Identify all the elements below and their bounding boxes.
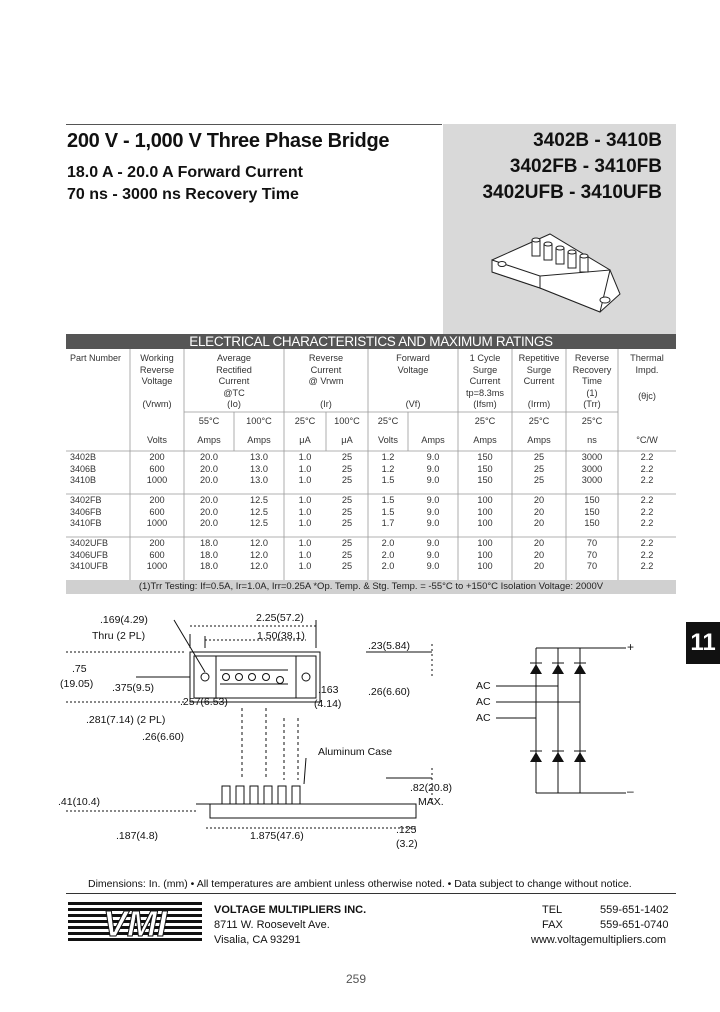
col-header-working-voltage: Working Reverse Voltage: [139, 353, 175, 386]
dim-height-top: .23(5.84): [368, 640, 411, 652]
dim-base-height: .41(10.4): [58, 796, 101, 808]
symbol-vf: (Vf): [405, 399, 421, 409]
temp-25c-irrm: 25°C: [528, 416, 550, 426]
unit-amps-100: Amps: [247, 435, 271, 445]
table-cell: 2.2: [640, 549, 654, 560]
dim-depth: .75: [72, 663, 87, 675]
temp-25c-ir: 25°C: [294, 416, 316, 426]
symbol-trr: (Trr): [583, 399, 601, 409]
table-cell: 1000: [146, 561, 168, 571]
table-cell: 1.0: [298, 518, 312, 528]
table-cell: 600: [149, 549, 165, 560]
table-cell: 1000: [146, 518, 168, 528]
table-cell: 20.0: [200, 495, 218, 505]
table-cell-part: 3406FB: [70, 506, 102, 517]
table-cell: 200: [149, 495, 165, 505]
unit-volts: Volts: [147, 435, 167, 445]
table-cell: 25: [341, 495, 353, 505]
unit-ua-100: μA: [341, 435, 353, 445]
table-cell: 150: [477, 452, 493, 462]
tel-number: 559-651-1402: [600, 904, 669, 916]
website: www.voltagemultipliers.com: [531, 934, 667, 946]
table-cell: 13.0: [250, 475, 268, 485]
table-cell: 20.0: [200, 463, 218, 474]
temp-25c-vf: 25°C: [377, 416, 399, 426]
table-cell: 100: [477, 538, 493, 548]
table-cell: 9.0: [426, 538, 440, 548]
table-cell: 1.0: [298, 475, 312, 485]
table-cell: 25: [341, 475, 353, 485]
footer-rule: [66, 893, 676, 894]
table-cell: 25: [341, 538, 353, 548]
dim-pin-spacing-mm: (4.14): [314, 698, 342, 710]
subtitle-current: 18.0 A - 20.0 A Forward Current: [67, 164, 303, 181]
table-cell: 2.2: [640, 475, 654, 485]
table-cell: 2.2: [640, 561, 654, 571]
table-cell: 150: [584, 518, 600, 528]
part-range-ufb: 3402UFB - 3410UFB: [482, 182, 662, 203]
dim-hole-thru: Thru (2 PL): [92, 630, 146, 642]
table-cell: 12.0: [250, 549, 268, 560]
company-logo: [68, 900, 202, 944]
dim-base-length: 1.875(47.6): [250, 830, 304, 842]
table-cell: 70: [586, 538, 598, 548]
table-cell: 1000: [146, 475, 168, 485]
characteristics-table: [66, 349, 676, 580]
table-cell: 1.2: [381, 463, 395, 474]
part-range-b: 3402B - 3410B: [533, 130, 662, 151]
table-cell: 13.0: [250, 452, 268, 462]
table-cell: 20: [533, 538, 545, 548]
page-number: 259: [346, 972, 367, 986]
table-cell: 2.2: [640, 518, 654, 528]
fax-label: FAX: [542, 919, 563, 931]
unit-amps-vf: Amps: [421, 435, 445, 445]
table-cell: 20.0: [200, 506, 218, 517]
table-cell-part: 3410FB: [70, 518, 102, 528]
table-cell: 9.0: [426, 452, 440, 462]
table-title: ELECTRICAL CHARACTERISTICS AND MAXIMUM RATINGS: [66, 334, 676, 349]
dim-pin-height: .26(6.60): [368, 686, 411, 698]
table-cell: 20: [533, 549, 545, 560]
table-cell: 3000: [581, 463, 603, 474]
table-cell: 1.0: [298, 561, 312, 571]
table-cell: 2.2: [640, 463, 654, 474]
table-cell-part: 3402FB: [70, 495, 102, 505]
table-cell: 25: [341, 549, 353, 560]
symbol-ir: (Ir): [320, 399, 332, 409]
table-cell: 25: [341, 506, 353, 517]
table-cell: 150: [477, 463, 493, 474]
table-cell: 25: [533, 452, 545, 462]
col-header-avg-current: Average Rectified Current @TC: [216, 353, 252, 398]
unit-amps-55: Amps: [197, 435, 221, 445]
company-address2: Visalia, CA 93291: [214, 934, 301, 946]
table-cell: 12.5: [250, 495, 268, 505]
table-cell: 600: [149, 506, 165, 517]
aluminum-case-label: Aluminum Case: [318, 746, 393, 758]
table-cell-part: 3410UFB: [70, 561, 109, 571]
table-cell-part: 3410B: [70, 475, 97, 485]
table-cell: 150: [584, 506, 600, 517]
table-cell: 2.2: [640, 506, 654, 517]
temp-25c-ifsm: 25°C: [474, 416, 496, 426]
ac-label-1: AC: [476, 680, 491, 692]
table-cell: 20: [533, 495, 545, 505]
temp-100c-ir: 100°C: [334, 416, 360, 426]
dim-depth-mm: (19.05): [60, 678, 94, 690]
dc-plus-label: +: [627, 640, 635, 654]
table-cell: 1.2: [381, 452, 395, 462]
table-cell: 9.0: [426, 506, 440, 517]
table-cell: 100: [477, 495, 493, 505]
col-header-reverse-current: Reverse Current @ Vrwm: [308, 353, 344, 386]
table-cell: 20.0: [200, 452, 218, 462]
symbol-ifsm: (Ifsm): [473, 399, 497, 409]
symbol-vrwm: (Vrwm): [142, 399, 172, 409]
table-cell: 100: [477, 506, 493, 517]
dim-base-thickness-mm: (3.2): [396, 838, 418, 850]
symbol-thjc: (θjc): [638, 391, 656, 401]
trr-test-note: (1)Trr Testing: If=0.5A, Ir=1.0A, Irr=0.25A *Op. Temp. & Stg. Temp. = -55°C to +150°C Isolation Voltage: 2000V: [66, 580, 676, 594]
table-cell: 1.0: [298, 538, 312, 548]
dim-hole-offset: .375(9.5): [112, 682, 155, 694]
table-cell: 70: [586, 549, 598, 560]
unit-ns: ns: [587, 435, 597, 445]
section-tab: 11: [686, 622, 720, 664]
unit-cw: °C/W: [636, 435, 658, 445]
table-cell: 20: [533, 561, 545, 571]
table-cell: 3000: [581, 452, 603, 462]
bridge-schematic: [496, 638, 646, 798]
ac-label-2: AC: [476, 696, 491, 708]
table-cell: 18.0: [200, 549, 218, 560]
table-cell: 18.0: [200, 538, 218, 548]
table-cell: 9.0: [426, 463, 440, 474]
page-title: 200 V - 1,000 V Three Phase Bridge: [67, 130, 390, 152]
symbol-irrm: (Irrm): [527, 399, 551, 409]
dim-max-height: .82(20.8): [410, 782, 453, 794]
table-cell: 2.2: [640, 452, 654, 462]
temp-100c: 100°C: [246, 416, 272, 426]
table-cell: 20.0: [200, 475, 218, 485]
package-illustration: [480, 222, 640, 322]
table-cell: 20: [533, 506, 545, 517]
table-cell: 2.0: [381, 561, 395, 571]
table-cell-part: 3402B: [70, 452, 97, 462]
dim-pin-width: .281(7.14) (2 PL): [86, 714, 166, 726]
dim-pin-offset: .257(6.53): [180, 696, 228, 708]
dim-hole: .169(4.29): [100, 614, 148, 626]
header-rule: [66, 124, 442, 125]
table-cell: 12.5: [250, 506, 268, 517]
unit-amps-ifsm: Amps: [473, 435, 497, 445]
table-cell: 600: [149, 463, 165, 474]
table-cell: 2.0: [381, 549, 395, 560]
col-header-surge-current: 1 Cycle Surge Current tp=8.3ms: [465, 353, 505, 398]
dim-base-thickness: .125: [396, 824, 417, 836]
col-header-recovery-time: Reverse Recovery Time (1): [572, 353, 612, 398]
unit-volts-vf: Volts: [378, 435, 398, 445]
table-cell: 20.0: [200, 518, 218, 528]
table-cell: 25: [533, 475, 545, 485]
temp-25c-trr: 25°C: [581, 416, 603, 426]
col-header-repetitive-surge: Repetitive Surge Current: [518, 353, 560, 386]
table-cell: 100: [477, 518, 493, 528]
table-cell: 150: [477, 475, 493, 485]
table-cell: 1.0: [298, 495, 312, 505]
table-cell: 1.5: [381, 506, 395, 517]
company-address1: 8711 W. Roosevelt Ave.: [214, 919, 330, 931]
dc-minus-label: –: [627, 784, 634, 798]
dim-pin-spacing: .163: [318, 684, 339, 696]
table-cell: 1.5: [381, 475, 395, 485]
table-cell: 100: [477, 561, 493, 571]
table-cell: 1.0: [298, 549, 312, 560]
table-cell: 1.7: [381, 518, 395, 528]
subtitle-recovery: 70 ns - 3000 ns Recovery Time: [67, 186, 299, 203]
table-cell: 2.0: [381, 538, 395, 548]
company-name: VOLTAGE MULTIPLIERS INC.: [214, 904, 367, 916]
col-header-forward-voltage: Forward Voltage: [396, 353, 430, 375]
table-cell: 25: [341, 561, 353, 571]
table-cell: 2.2: [640, 495, 654, 505]
table-cell: 9.0: [426, 475, 440, 485]
table-cell: 9.0: [426, 518, 440, 528]
table-cell: 25: [533, 463, 545, 474]
table-cell: 13.0: [250, 463, 268, 474]
table-cell-part: 3406B: [70, 463, 97, 474]
unit-ua-25: μA: [299, 435, 311, 445]
ac-label-3: AC: [476, 712, 491, 724]
unit-amps-irrm: Amps: [527, 435, 551, 445]
col-header-thermal-impedance: Thermal Impd.: [630, 353, 664, 375]
tel-label: TEL: [542, 904, 563, 916]
table-cell: 100: [477, 549, 493, 560]
temp-55c: 55°C: [198, 416, 220, 426]
dim-overall-width: 2.25(57.2): [256, 612, 304, 624]
table-cell: 25: [341, 452, 353, 462]
table-cell: 25: [341, 463, 353, 474]
svg-text:VMI: VMI: [102, 903, 168, 944]
table-cell: 3000: [581, 475, 603, 485]
part-range-fb: 3402FB - 3410FB: [509, 156, 662, 177]
table-cell: 1.0: [298, 452, 312, 462]
dim-pin-pitch: .26(6.60): [142, 731, 185, 743]
table-cell: 12.0: [250, 561, 268, 571]
table-cell: 200: [149, 452, 165, 462]
table-cell: 1.0: [298, 506, 312, 517]
table-cell-part: 3406UFB: [70, 549, 109, 560]
table-cell: 70: [586, 561, 598, 571]
dim-flange: .187(4.8): [116, 830, 159, 842]
table-cell: 20: [533, 518, 545, 528]
table-cell: 12.0: [250, 538, 268, 548]
table-cell: 9.0: [426, 495, 440, 505]
table-cell: 9.0: [426, 549, 440, 560]
table-cell: 200: [149, 538, 165, 548]
dim-hole-spacing: 1.50(38.1): [257, 630, 305, 642]
table-cell: 25: [341, 518, 353, 528]
table-cell: 9.0: [426, 561, 440, 571]
table-cell: 2.2: [640, 538, 654, 548]
table-cell: 18.0: [200, 561, 218, 571]
footnote: Dimensions: In. (mm) • All temperatures are ambient unless otherwise noted. • Data subject to change without notice.: [88, 878, 632, 890]
table-cell: 1.0: [298, 463, 312, 474]
table-cell: 12.5: [250, 518, 268, 528]
table-cell-part: 3402UFB: [70, 538, 109, 548]
col-header-part-number: Part Number: [70, 353, 122, 363]
fax-number: 559-651-0740: [600, 919, 669, 931]
dim-max-label: MAX.: [418, 796, 444, 808]
symbol-io: (Io): [227, 399, 241, 409]
table-cell: 1.5: [381, 495, 395, 505]
table-cell: 150: [584, 495, 600, 505]
